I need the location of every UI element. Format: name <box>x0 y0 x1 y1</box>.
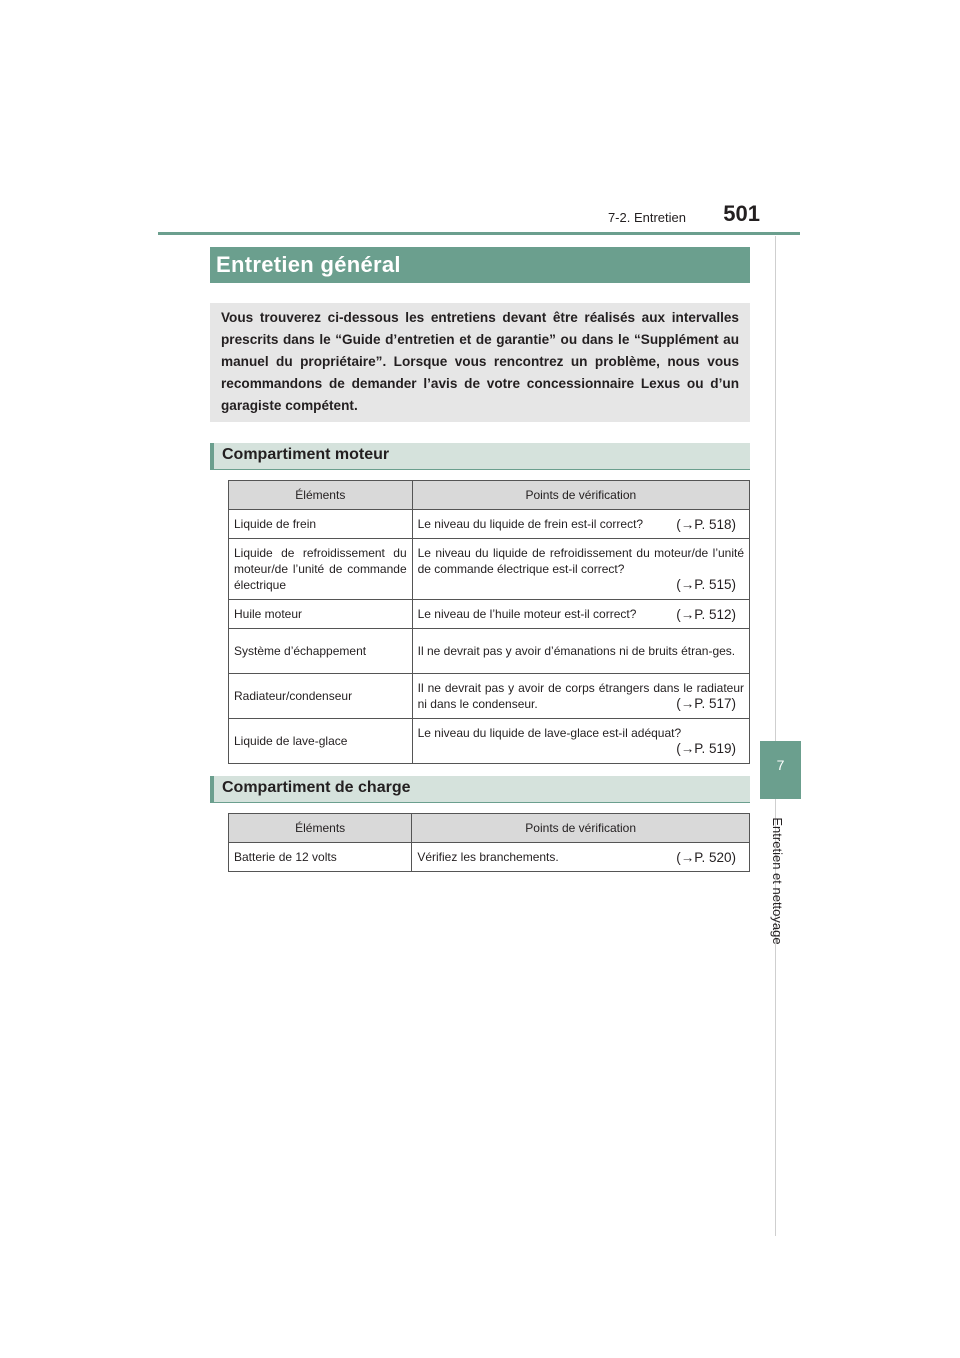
page-title: Entretien général <box>216 252 401 277</box>
intro-text: Vous trouverez ci-dessous les entretiens devant être réalisés aux intervalles prescrits dans le “Guide d’entretien et de garantie” ou dans le “Supplément au manuel du propriétaire”. Lorsque vous rencontrez un problème, nous vous recommandons de demander l’avis de votre concessionnaire Lexus ou d’un garagiste compétent. <box>221 310 739 413</box>
check-text: Le niveau du liquide de refroidissement du moteur/de l’unité de commande électrique est-il correct? <box>417 546 744 576</box>
charge-table <box>228 813 750 872</box>
check-text: Il ne devrait pas y avoir d’émanations ni de bruits étran-ges. <box>417 644 736 658</box>
table-row <box>229 629 750 674</box>
item-cell: Liquide de frein <box>229 510 413 539</box>
table-header-row <box>229 481 750 510</box>
page-number: 501 <box>723 201 760 226</box>
check-cell <box>412 719 749 764</box>
engine-table <box>228 480 750 764</box>
page-ref: (→P. 519) <box>676 741 736 756</box>
heading-accent <box>210 443 214 470</box>
check-text: Le niveau du liquide de frein est-il correct? <box>417 516 644 531</box>
item-cell: Radiateur/condenseur <box>229 674 413 719</box>
check-cell <box>412 674 749 719</box>
table-row <box>229 539 750 600</box>
engine-compartment-heading <box>210 443 750 470</box>
check-text: Le niveau du liquide de lave-glace est-il adéquat? <box>417 726 682 740</box>
page-ref: (→P. 517) <box>676 696 736 711</box>
check-text: Le niveau de l’huile moteur est-il correct? <box>417 606 637 621</box>
item-cell: Liquide de lave-glace <box>229 719 413 764</box>
item-cell: Système d’échappement <box>229 629 413 674</box>
page-ref: (→P. 515) <box>676 577 736 592</box>
chapter-title: Entretien et nettoyage <box>770 817 785 945</box>
charge-compartment-heading <box>210 776 750 803</box>
chapter-number: 7 <box>776 757 785 773</box>
heading-accent <box>210 776 214 803</box>
page-ref: (→P. 518) <box>676 516 736 532</box>
item-cell: Batterie de 12 volts <box>229 843 412 872</box>
check-cell <box>412 510 749 539</box>
header-rule <box>158 232 800 235</box>
col-checks: Points de vérification <box>412 814 750 843</box>
check-text: Il ne devrait pas y avoir de corps étrangers dans le radiateur ni dans le condenseur. <box>417 681 744 711</box>
charge-heading-label: Compartiment de charge <box>222 779 411 796</box>
check-text: Vérifiez les branchements. <box>417 849 559 864</box>
page-ref: (→P. 512) <box>676 606 736 622</box>
table-row <box>229 510 750 539</box>
col-items: Éléments <box>229 814 412 843</box>
col-items: Éléments <box>229 481 413 510</box>
table-row <box>229 674 750 719</box>
check-cell <box>412 629 749 674</box>
table-header-row <box>229 814 750 843</box>
item-cell: Liquide de refroidissement du moteur/de l’unité de commande électrique <box>229 539 413 600</box>
side-divider <box>775 236 776 1236</box>
table-row <box>229 719 750 764</box>
check-cell <box>412 539 749 600</box>
col-checks: Points de vérification <box>412 481 749 510</box>
check-cell <box>412 600 749 629</box>
table-row <box>229 843 750 872</box>
check-cell <box>412 843 750 872</box>
table-row <box>229 600 750 629</box>
section-label: 7-2. Entretien <box>607 210 686 225</box>
engine-heading-label: Compartiment moteur <box>222 446 390 463</box>
item-cell: Huile moteur <box>229 600 413 629</box>
page-ref: (→P. 520) <box>676 849 736 865</box>
